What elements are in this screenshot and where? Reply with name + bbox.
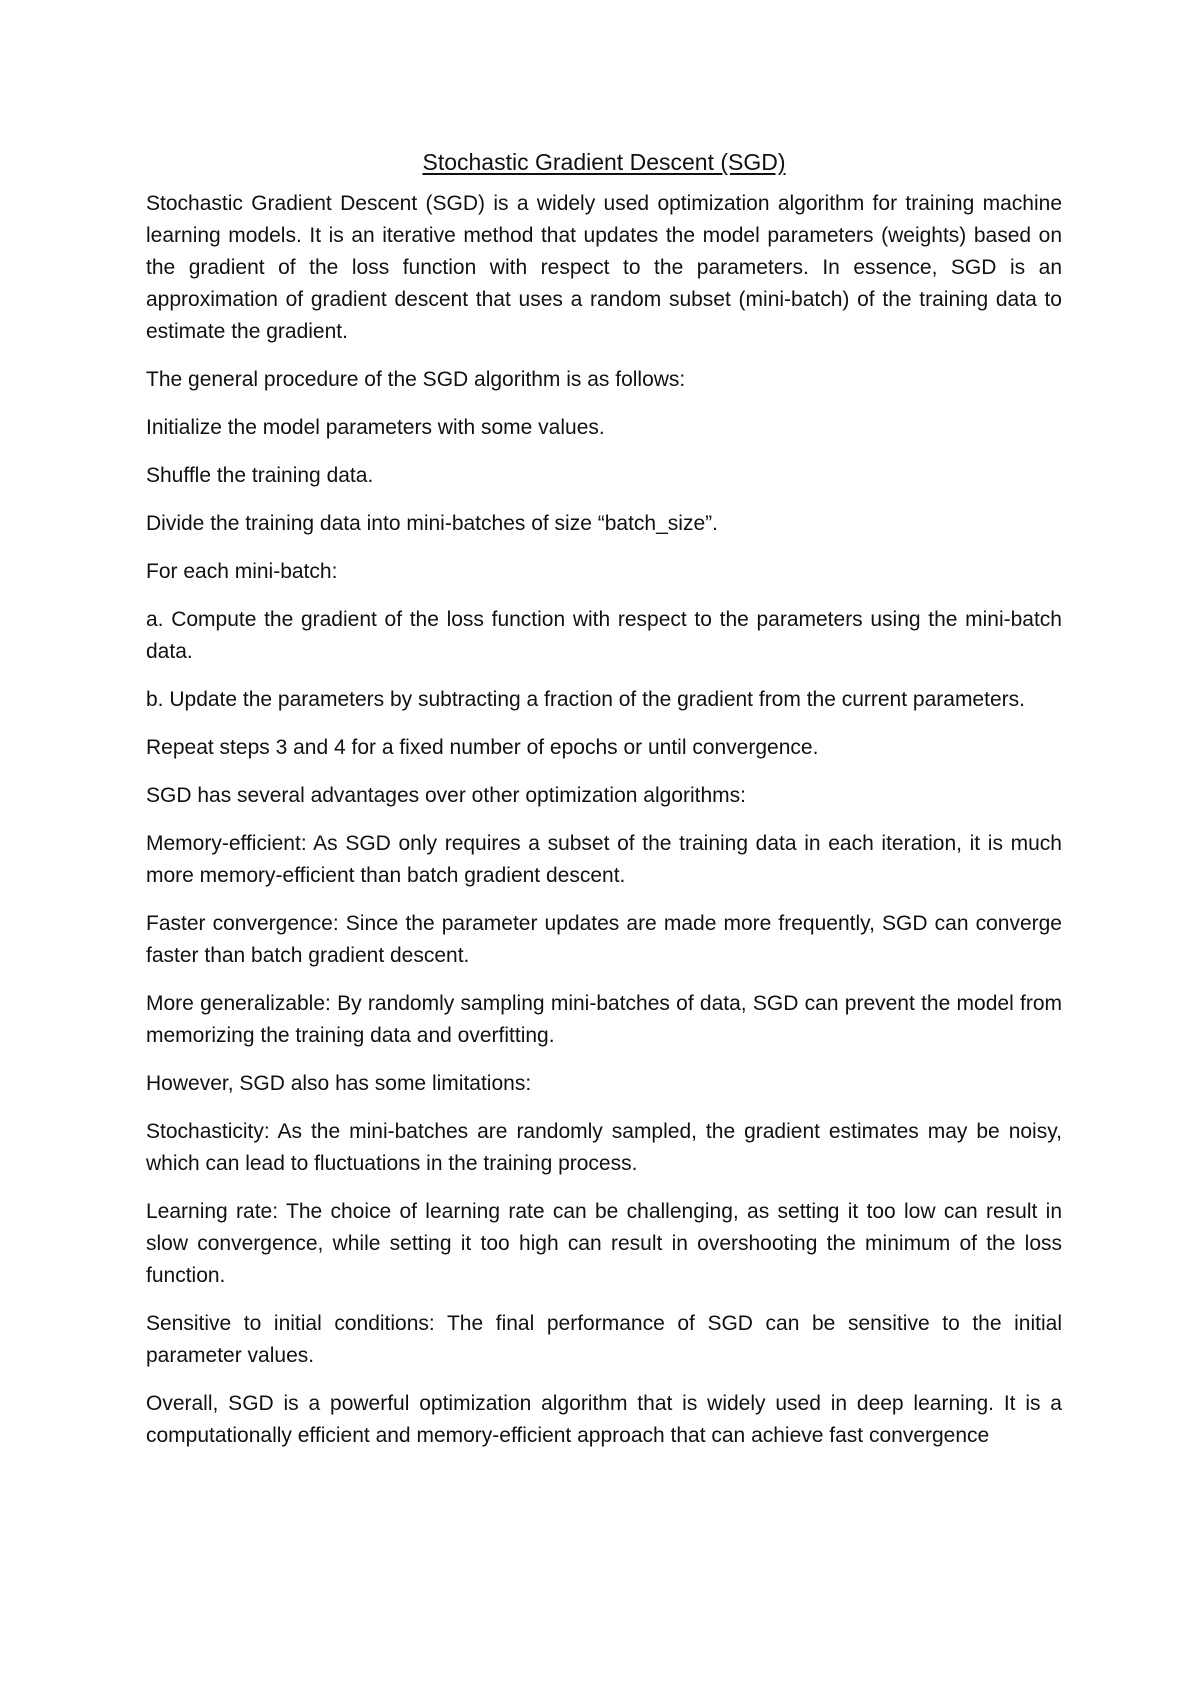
paragraph-step-a: a. Compute the gradient of the loss function with respect to the parameters using the mini-batch data. <box>146 608 1062 663</box>
paragraph-intro: Stochastic Gradient Descent (SGD) is a widely used optimization algorithm for training machine learning models. It is an iterative method that updates the model parameters (weights) based on the gradient of the loss function with respect to the parameters. In essence, SGD is an approximation of gradient descent that uses a random subset (mini-batch) of the training data to estimate the gradient. <box>146 192 1062 343</box>
paragraph-limitations-heading: However, SGD also has some limitations: <box>146 1072 532 1095</box>
document-body <box>146 146 1062 1468</box>
paragraph-stochasticity: Stochasticity: As the mini-batches are randomly sampled, the gradient estimates may be noisy, which can lead to fluctuations in the training process. <box>146 1120 1062 1175</box>
paragraph-step-divide: Divide the training data into mini-batches of size “batch_size”. <box>146 512 718 535</box>
paragraph-step-repeat: Repeat steps 3 and 4 for a fixed number of epochs or until convergence. <box>146 736 819 759</box>
paragraph-more-generalizable: More generalizable: By randomly sampling mini-batches of data, SGD can prevent the model from memorizing the training data and overfitting. <box>146 992 1062 1047</box>
paragraph-step-initialize: Initialize the model parameters with some values. <box>146 416 605 439</box>
paragraph-faster-convergence: Faster convergence: Since the parameter updates are made more frequently, SGD can converge faster than batch gradient descent. <box>146 912 1062 967</box>
paragraph-step-shuffle: Shuffle the training data. <box>146 464 374 487</box>
paragraph-memory-efficient: Memory-efficient: As SGD only requires a subset of the training data in each iteration, it is much more memory-efficient than batch gradient descent. <box>146 832 1062 887</box>
paragraph-overall: Overall, SGD is a powerful optimization algorithm that is widely used in deep learning. It is a computationally efficient and memory-efficient approach that can achieve fast convergence <box>146 1392 1062 1447</box>
paragraph-procedure-heading: The general procedure of the SGD algorithm is as follows: <box>146 368 686 391</box>
paragraph-step-for-each: For each mini-batch: <box>146 560 338 583</box>
paragraph-step-b: b. Update the parameters by subtracting a fraction of the gradient from the current parameters. <box>146 688 1025 711</box>
document-title: Stochastic Gradient Descent (SGD) <box>422 149 786 175</box>
paragraph-learning-rate: Learning rate: The choice of learning rate can be challenging, as setting it too low can result in slow convergence, while setting it too high can result in overshooting the minimum of the loss function. <box>146 1200 1062 1287</box>
paragraph-advantages-heading: SGD has several advantages over other optimization algorithms: <box>146 784 746 807</box>
paragraph-initial-conditions: Sensitive to initial conditions: The final performance of SGD can be sensitive to the initial parameter values. <box>146 1312 1062 1367</box>
